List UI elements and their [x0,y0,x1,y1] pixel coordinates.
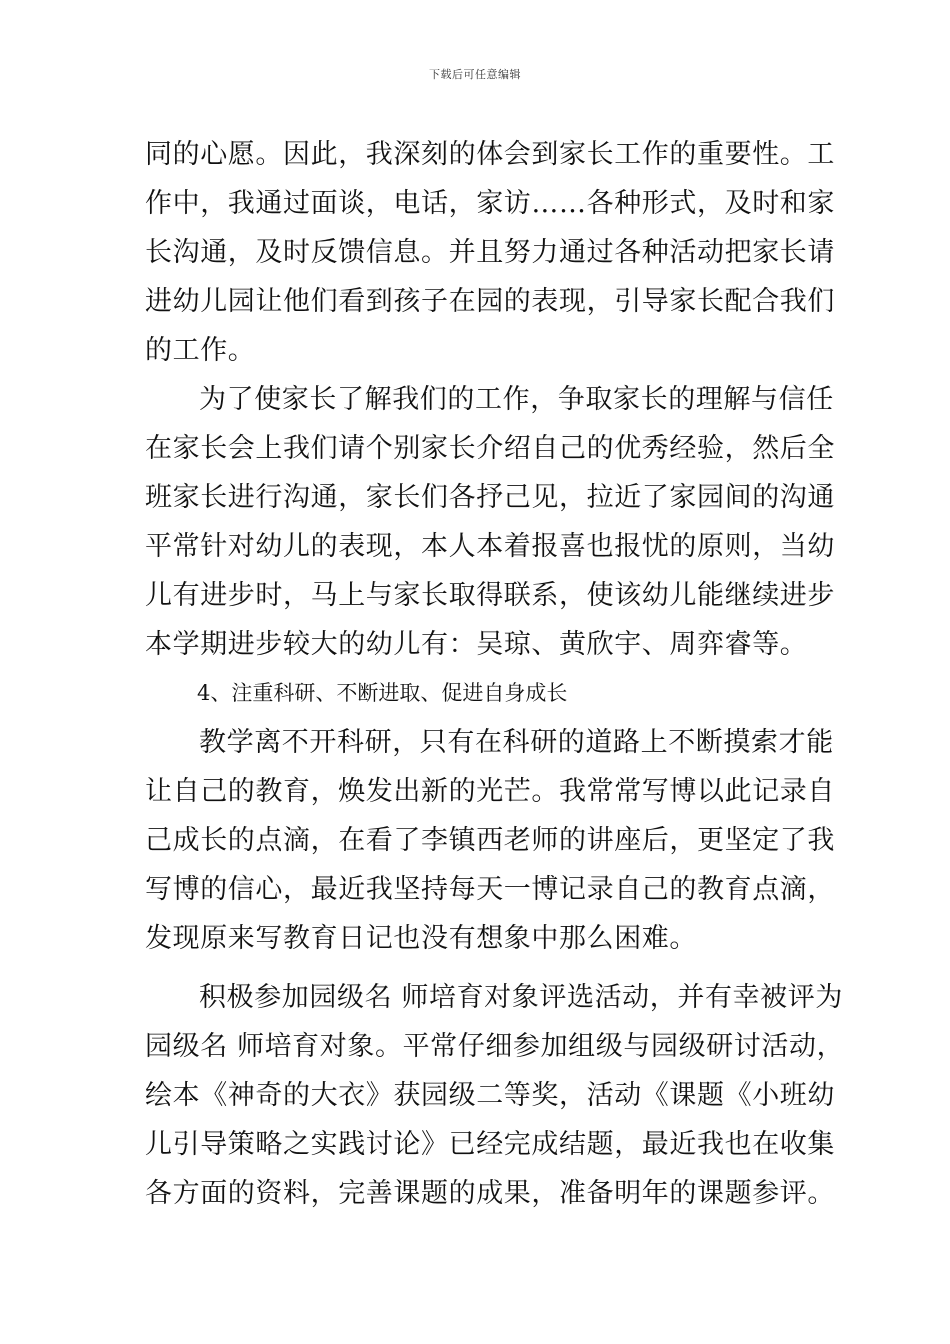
text-line: 本学期进步较大的幼儿有：吴琼、黄欣宇、周弈睿等。 [145,629,808,660]
text-line: 平常针对幼儿的表现，本人本着报喜也报忧的原则，当幼 [145,531,835,562]
text-line: 积极参加园级名 师培育对象评选活动，并有幸被评为 [199,982,843,1013]
section-heading: 4、注重科研、不断进取、促进自身成长 [197,681,568,705]
text-line: 长沟通，及时反馈信息。并且努力通过各种活动把家长请 [145,237,835,268]
text-line: 绘本《神奇的大衣》获园级二等奖，活动《课题《小班幼 [145,1080,835,1111]
text-line: 作中，我通过面谈，电话，家访……各种形式，及时和家 [145,188,835,219]
text-line: 各方面的资料，完善课题的成果，准备明年的课题参评。 [145,1178,835,1209]
text-line: 发现原来写教育日记也没有想象中那么困难。 [145,923,697,954]
text-line: 儿引导策略之实践讨论》已经完成结题，最近我也在收集 [145,1129,835,1160]
paragraph-parent-communication [145,130,835,375]
text-line: 儿有进步时，马上与家长取得联系，使该幼儿能继续进步 [145,580,835,611]
text-line: 让自己的教育，焕发出新的光芒。我常常写博以此记录自 [145,776,835,807]
text-line: 写博的信心，最近我坚持每天一博记录自己的教育点滴， [145,874,835,905]
text-line: 在家长会上我们请个别家长介绍自己的优秀经验，然后全 [145,433,835,464]
text-line: 己成长的点滴，在看了李镇西老师的讲座后，更坚定了我 [145,825,835,856]
text-line: 进幼儿园让他们看到孩子在园的表现，引导家长配合我们 [145,286,835,317]
paragraph-research [145,718,835,963]
paragraph-parent-meeting [145,375,835,669]
text-line: 的工作。 [145,335,256,366]
text-line: 园级名 师培育对象。平常仔细参加组级与园级研讨活动， [145,1031,845,1062]
page-header: 下载后可任意编辑 [429,68,521,81]
text-line: 班家长进行沟通，家长们各抒己见，拉近了家园间的沟通 [145,482,835,513]
paragraph-teacher-training [145,973,845,1218]
text-line: 教学离不开科研，只有在科研的道路上不断摸索才能 [199,727,834,758]
text-line: 为了使家长了解我们的工作，争取家长的理解与信任 [199,384,834,415]
text-line: 同的心愿。因此，我深刻的体会到家长工作的重要性。工 [145,139,835,170]
document-body [145,130,845,1218]
